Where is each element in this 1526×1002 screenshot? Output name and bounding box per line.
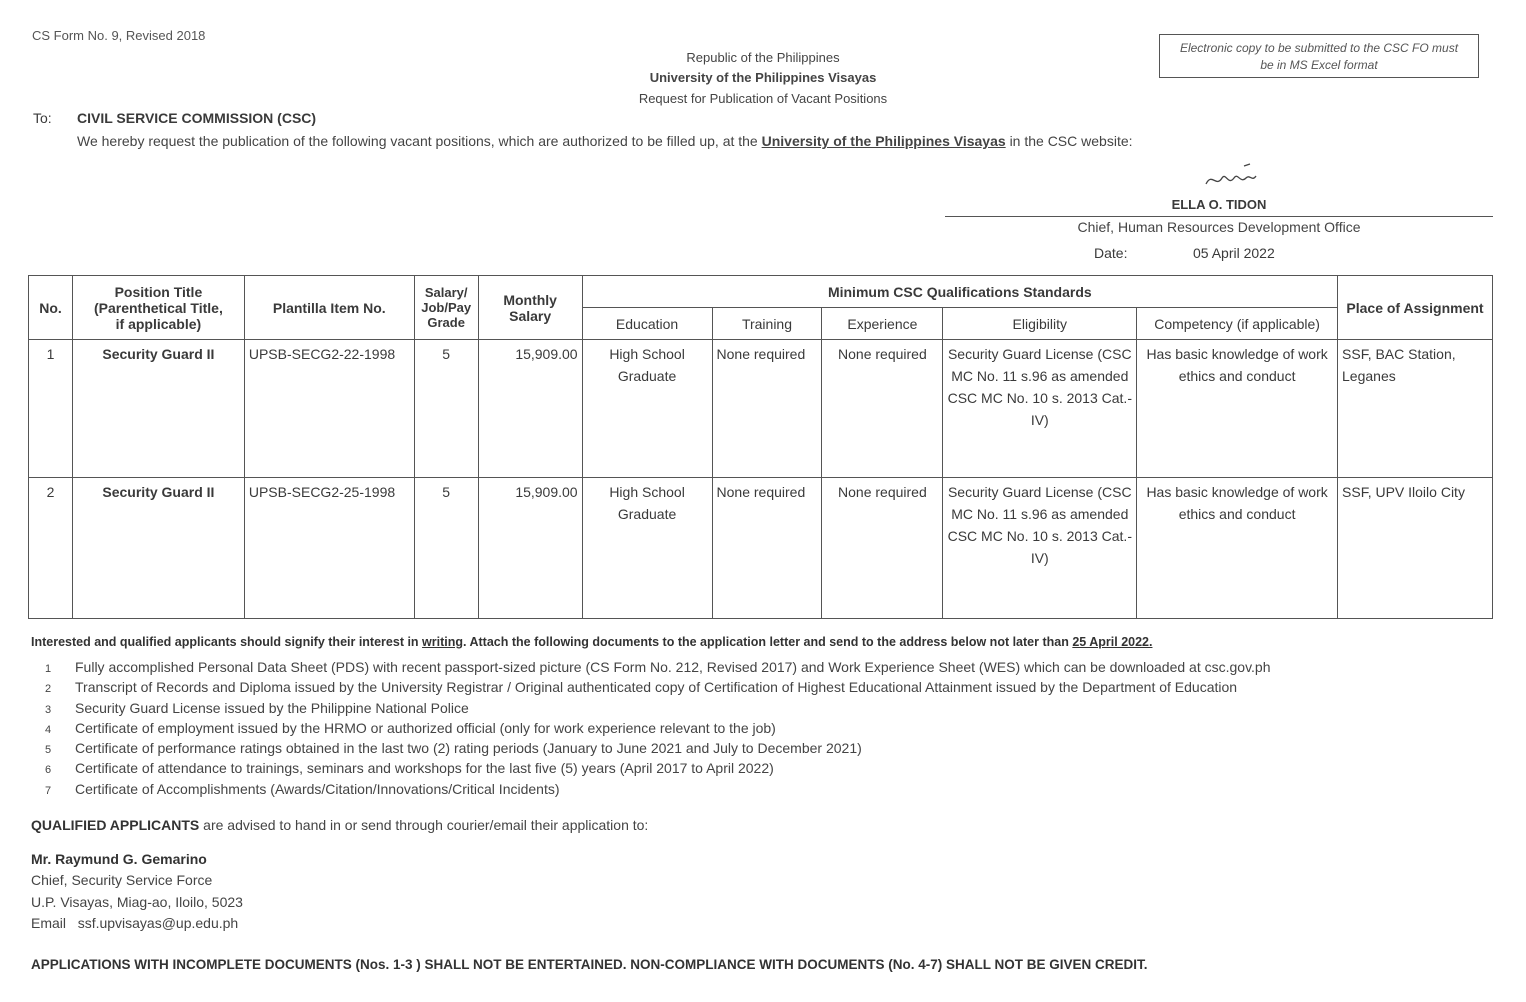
list-item-text: Security Guard License issued by the Philippine National Police bbox=[75, 699, 469, 716]
application-instructions bbox=[31, 635, 1152, 649]
table-header-row bbox=[29, 276, 1493, 308]
list-item bbox=[31, 738, 1271, 758]
intro-text-pre: We hereby request the publication of the following vacant positions, which are authorized to be filled up, at the bbox=[77, 133, 758, 149]
list-item-number: 3 bbox=[45, 703, 52, 716]
header-request-title: Request for Publication of Vacant Positions bbox=[638, 91, 888, 106]
email-label: Email bbox=[31, 914, 67, 931]
cell-plantilla: UPSB-SECG2-25-1998 bbox=[244, 478, 414, 619]
cell-training: None required bbox=[712, 340, 822, 478]
cell-place: SSF, UPV Iloilo City bbox=[1338, 478, 1493, 619]
cell-experience: None required bbox=[822, 478, 943, 619]
contact-title: Chief, Security Service Force bbox=[31, 872, 213, 889]
list-item bbox=[31, 677, 1271, 697]
cell-education: High School Graduate bbox=[582, 340, 712, 478]
intro-agency: University of the Philippines Visayas bbox=[761, 133, 1006, 149]
cell-eligibility: Security Guard License (CSC MC No. 11 s.96 as amended CSC MC No. 10 s. 2013 Cat.-IV) bbox=[943, 340, 1137, 478]
cell-plantilla: UPSB-SECG2-22-1998 bbox=[244, 340, 414, 478]
cell-no: 1 bbox=[29, 340, 73, 478]
header-monthly-salary-line: Salary bbox=[509, 307, 552, 324]
qualified-applicants-label: QUALIFIED APPLICANTS bbox=[31, 817, 200, 833]
header-qualifications: Minimum CSC Qualifications Standards bbox=[582, 276, 1337, 308]
header-no: No. bbox=[29, 276, 73, 340]
header-republic: Republic of the Philippines bbox=[686, 50, 840, 65]
table-row bbox=[29, 478, 1493, 619]
form-number: CS Form No. 9, Revised 2018 bbox=[32, 28, 206, 43]
header-education: Education bbox=[582, 308, 712, 340]
instructions-part1: Interested and qualified applicants should signify their interest in bbox=[31, 635, 419, 649]
header-place: Place of Assignment bbox=[1338, 276, 1493, 340]
intro-text-post: in the CSC website: bbox=[1009, 133, 1133, 149]
instructions-deadline: 25 April 2022. bbox=[1072, 635, 1153, 649]
header-salary-grade-line: Salary/ bbox=[424, 285, 468, 300]
to-label: To: bbox=[33, 110, 52, 126]
list-item-text: Certificate of employment issued by the HRMO or authorized official (only for work experience relevant to the job) bbox=[75, 719, 776, 736]
header-plantilla: Plantilla Item No. bbox=[244, 276, 414, 340]
cell-grade: 5 bbox=[414, 478, 478, 619]
header-eligibility: Eligibility bbox=[943, 308, 1137, 340]
list-item-text: Fully accomplished Personal Data Sheet (PDS) with recent passport-sized picture (CS Form No. 212, Revised 2017) and Work Experience Sheet (WES) which can be downloaded at csc.gov.ph bbox=[75, 659, 1271, 675]
cell-competency: Has basic knowledge of work ethics and conduct bbox=[1137, 478, 1338, 619]
date-label: Date: bbox=[1094, 245, 1128, 261]
list-item-number: 7 bbox=[45, 784, 52, 797]
cell-place: SSF, BAC Station, Leganes bbox=[1338, 340, 1493, 478]
qualified-applicants-text: are advised to hand in or send through courier/email their application to: bbox=[203, 817, 649, 833]
cell-training: None required bbox=[712, 478, 822, 619]
signatory-name: ELLA O. TIDON bbox=[1171, 197, 1267, 212]
header-monthly-salary-line: Monthly bbox=[503, 291, 557, 308]
signature-mark bbox=[1198, 160, 1268, 192]
cell-salary: 15,909.00 bbox=[478, 478, 582, 619]
list-item bbox=[31, 758, 1271, 778]
table-row bbox=[29, 340, 1493, 478]
cell-education: High School Graduate bbox=[582, 478, 712, 619]
header-training: Training bbox=[712, 308, 822, 340]
cell-position: Security Guard II bbox=[72, 340, 244, 478]
contact-address: U.P. Visayas, Miag-ao, Iloilo, 5023 bbox=[31, 893, 243, 910]
header-salary-grade-line: Job/Pay bbox=[421, 300, 472, 315]
contact-email-row bbox=[31, 913, 243, 934]
header-salary-grade bbox=[414, 276, 478, 340]
list-item-number: 2 bbox=[45, 683, 52, 696]
list-item-number: 6 bbox=[45, 764, 52, 777]
list-item bbox=[31, 698, 1271, 718]
header-position-title-line: Position Title bbox=[114, 283, 203, 300]
vacant-positions-table bbox=[28, 275, 1493, 619]
header-university: University of the Philippines Visayas bbox=[649, 70, 877, 85]
list-item bbox=[31, 657, 1271, 677]
qualified-applicants-note bbox=[31, 817, 648, 833]
list-item-text: Transcript of Records and Diploma issued by the University Registrar / Original authenticated copy of Certification of Highest Educational Attainment issued by the Department of Education bbox=[75, 679, 1238, 696]
recipient-name: CIVIL SERVICE COMMISSION (CSC) bbox=[77, 110, 317, 126]
instructions-writing: writing bbox=[422, 635, 464, 649]
list-item bbox=[31, 718, 1271, 738]
list-item-text: Certificate of attendance to trainings, seminars and workshops for the last five (5) years (April 2017 to April 2022) bbox=[75, 760, 774, 777]
signature-line bbox=[945, 216, 1493, 217]
cell-no: 2 bbox=[29, 478, 73, 619]
list-item-number: 4 bbox=[45, 723, 52, 736]
header-salary-grade-line: Grade bbox=[427, 315, 465, 330]
contact-name: Mr. Raymund G. Gemarino bbox=[31, 851, 207, 867]
list-item bbox=[31, 779, 1271, 799]
signatory-title: Chief, Human Resources Development Office bbox=[1077, 219, 1361, 235]
header-monthly-salary bbox=[478, 276, 582, 340]
list-item-number: 1 bbox=[45, 663, 52, 675]
list-item-text: Certificate of performance ratings obtained in the last two (2) rating periods (January to June 2021 and July to December 2021) bbox=[75, 740, 862, 757]
note-line-1: Electronic copy to be submitted to the CSC FO must bbox=[1179, 41, 1459, 55]
cell-eligibility: Security Guard License (CSC MC No. 11 s.96 as amended CSC MC No. 10 s. 2013 Cat.-IV) bbox=[943, 478, 1137, 619]
required-documents-list bbox=[31, 657, 1271, 799]
date-value: 05 April 2022 bbox=[1193, 245, 1275, 261]
email-address[interactable]: ssf.upvisayas@up.edu.ph bbox=[77, 914, 239, 931]
cell-experience: None required bbox=[822, 340, 943, 478]
cell-salary: 15,909.00 bbox=[478, 340, 582, 478]
header-competency: Competency (if applicable) bbox=[1137, 308, 1338, 340]
cell-position: Security Guard II bbox=[72, 478, 244, 619]
cell-competency: Has basic knowledge of work ethics and conduct bbox=[1137, 340, 1338, 478]
cell-grade: 5 bbox=[414, 340, 478, 478]
request-intro bbox=[77, 133, 1133, 149]
header-position-title-line: (Parenthetical Title, bbox=[93, 299, 223, 316]
note-line-2: be in MS Excel format bbox=[1260, 58, 1378, 72]
list-item-text: Certificate of Accomplishments (Awards/Citation/Innovations/Critical Incidents) bbox=[75, 780, 560, 797]
list-item-number: 5 bbox=[45, 744, 52, 757]
header-experience: Experience bbox=[822, 308, 943, 340]
contact-block bbox=[31, 849, 243, 934]
header-position-title-line: if applicable) bbox=[115, 315, 202, 332]
instructions-part2: . Attach the following documents to the application letter and send to the address below not later than bbox=[463, 635, 1069, 649]
incomplete-documents-warning: APPLICATIONS WITH INCOMPLETE DOCUMENTS (Nos. 1-3 ) SHALL NOT BE ENTERTAINED. NON-COMPLIANCE WITH DOCUMENTS (No. 4-7) SHALL NOT BE GIVEN CREDIT. bbox=[31, 957, 1148, 972]
header-position-title bbox=[72, 276, 244, 340]
